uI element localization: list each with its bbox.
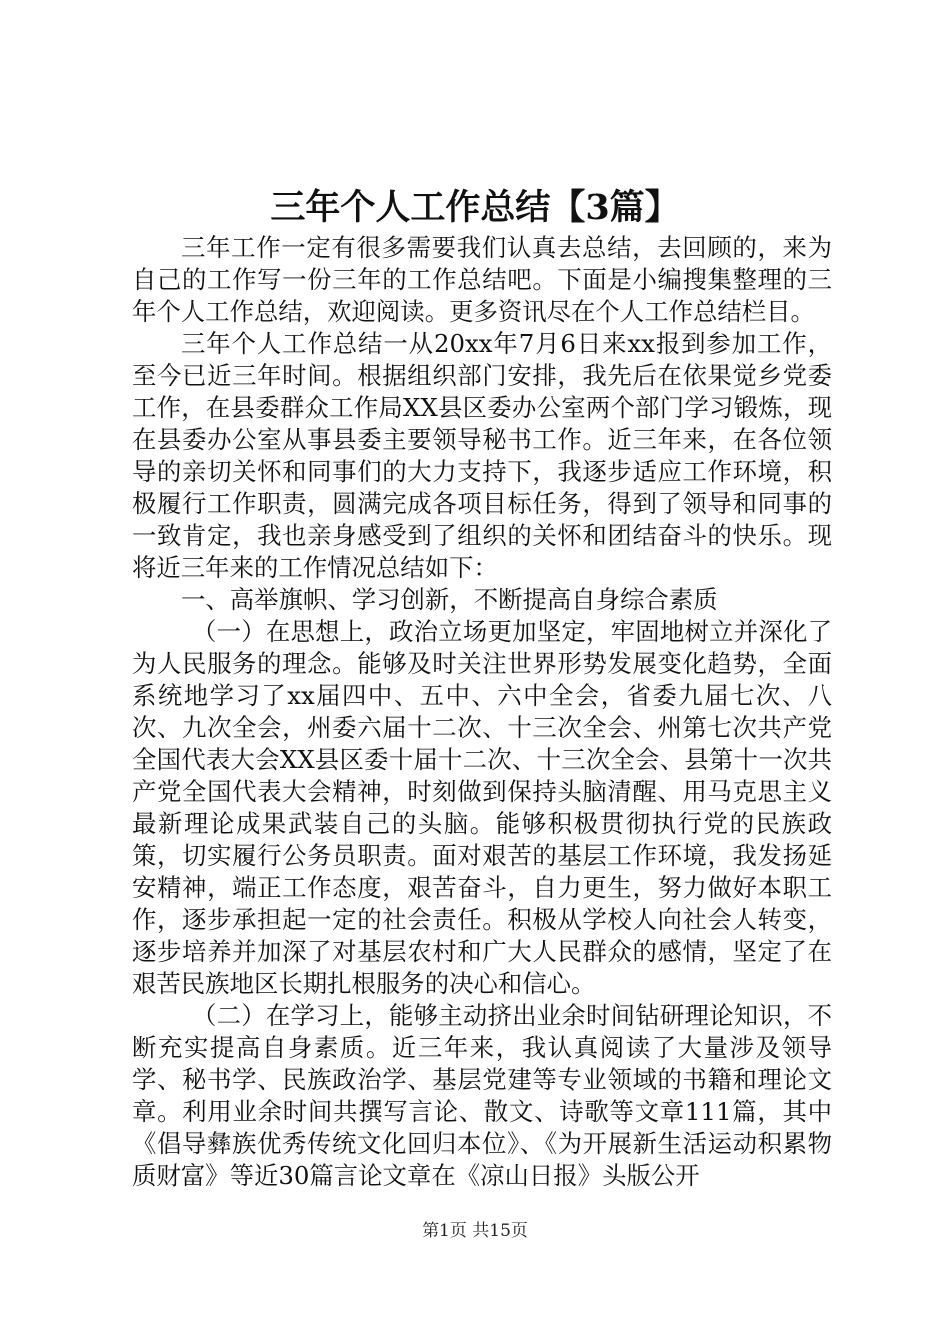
page-footer: 第1页 共15页 bbox=[422, 1221, 528, 1241]
intro-paragraph: 三年工作一定有很多需要我们认真去总结，去回顾的，来为自己的工作写一份三年的工作总结吧。下面是小编搜集整理的三年个人工作总结，欢迎阅读。更多资讯尽在个人工作总结栏目。 bbox=[132, 233, 832, 326]
summary-paragraph: 三年个人工作总结一从20xx年7月6日来xx报到参加工作，至今已近三年时间。根据组织部门安排，我先后在依果觉乡党委工作，在县委群众工作局XX县区委办公室两个部门学习锻炼，现在县委办公室从事县委主要领导秘书工作。近三年来，在各位领导的亲切关怀和同事们的大力支持下，我逐步适应工作环境，积极履行工作职责，圆满完成各项目标任务，得到了领导和同事的一致肯定，我也亲身感受到了组织的关怀和团结奋斗的快乐。现将近三年来的工作情况总结如下： bbox=[132, 329, 832, 582]
section-heading: 一、高举旗帜、学习创新，不断提高自身综合素质 bbox=[181, 585, 718, 614]
document-title: 三年个人工作总结【3篇】 bbox=[270, 187, 680, 228]
subsection-paragraph-2: （二）在学习上，能够主动挤出业余时间钻研理论知识，不断充实提高自身素质。近三年来，我认真阅读了大量涉及领导学、秘书学、民族政治学、基层党建等专业领域的书籍和理论文章。利用业余时间共撰写言论、散文、诗歌等文章111篇，其中《倡导彝族优秀传统文化回归本位》、《为开展新生活运动积累物质财富》等近30篇言论文章在《凉山日报》头版公开 bbox=[132, 1001, 832, 1190]
subsection-paragraph-1: （一）在思想上，政治立场更加坚定，牢固地树立并深化了为人民服务的理念。能够及时关注世界形势发展变化趋势，全面系统地学习了xx届四中、五中、六中全会，省委九届七次、八次、九次全会，州委六届十二次、十三次全会、州第七次共产党全国代表大会XX县区委十届十二次、十三次全会、县第十一次共产党全国代表大会精神，时刻做到保持头脑清醒、用马克思主义最新理论成果武装自己的头脑。能够积极贯彻执行党的民族政策，切实履行公务员职责。面对艰苦的基层工作环境，我发扬延安精神，端正工作态度，艰苦奋斗，自力更生，努力做好本职工作，逐步承担起一定的社会责任。积极从学校人向社会人转变，逐步培养并加深了对基层农村和广大人民群众的感情，坚定了在艰苦民族地区长期扎根服务的决心和信心。 bbox=[132, 617, 832, 998]
document-body bbox=[132, 232, 832, 1192]
